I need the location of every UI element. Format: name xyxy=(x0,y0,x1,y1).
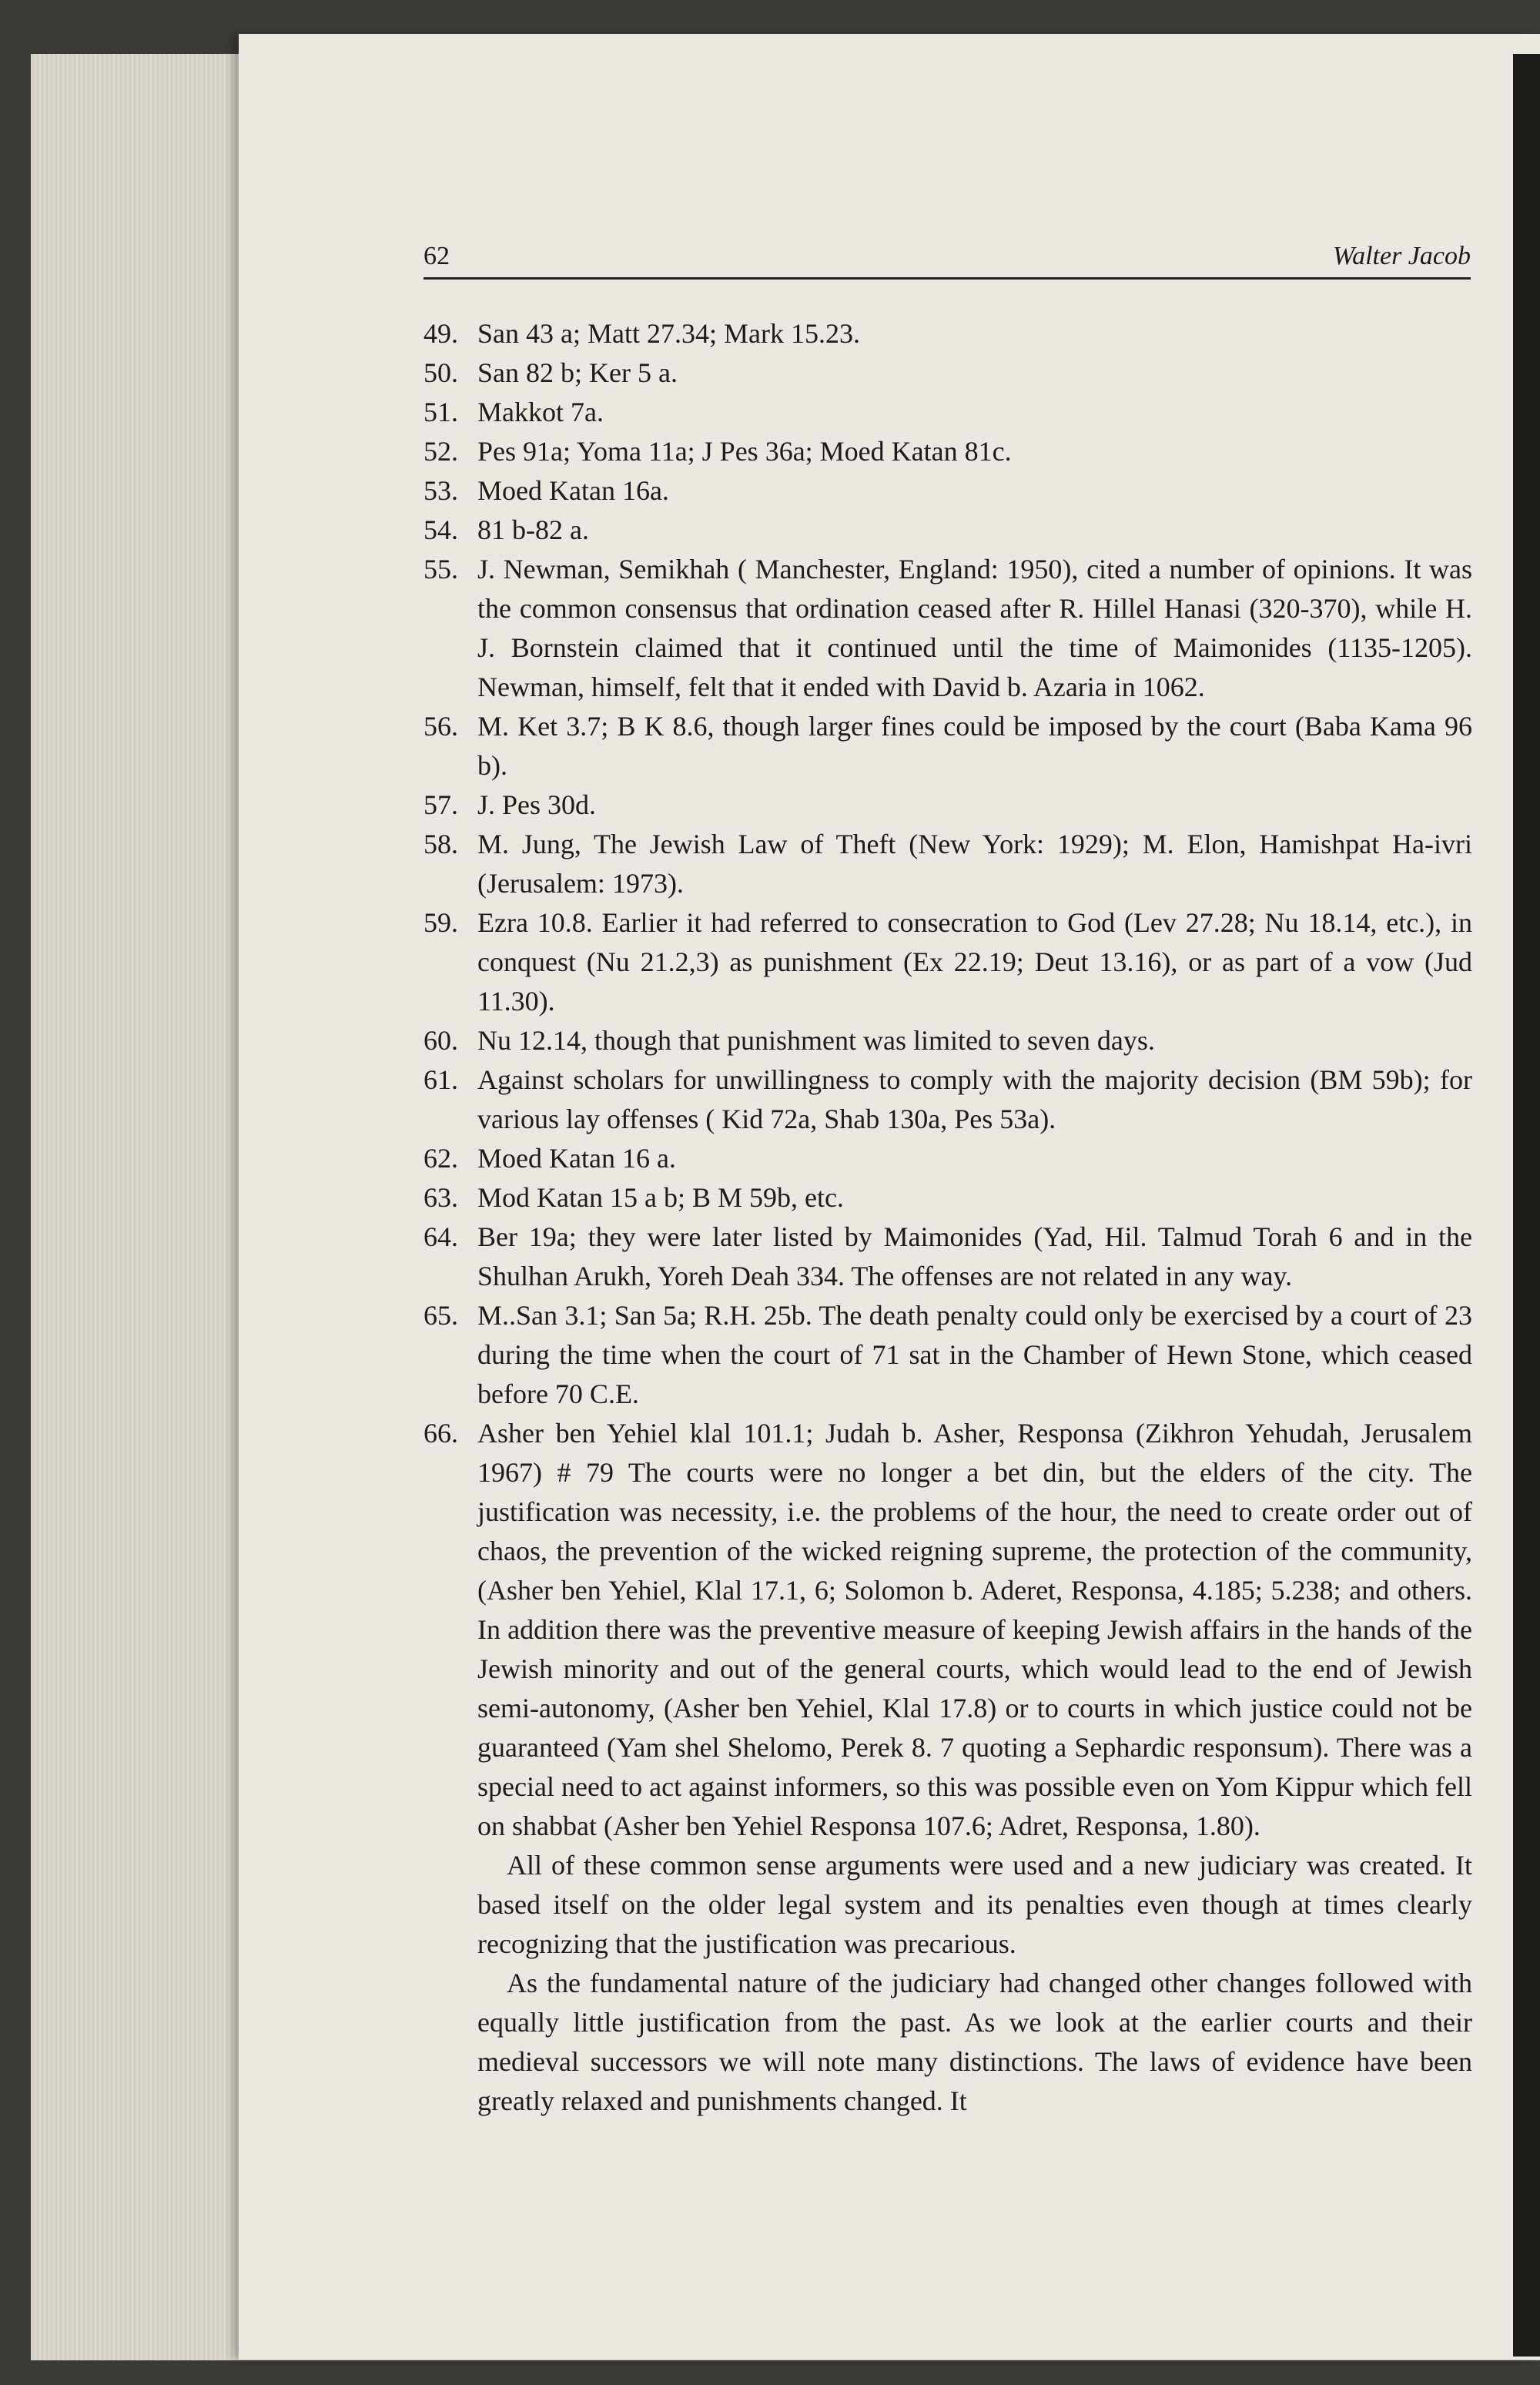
note-text: M..San 3.1; San 5a; R.H. 25b. The death penalty could only be exercised by a court of 23 during the time when the court of 71 sat in the Chamber of Hewn Stone, which ceased before 70 C.E. xyxy=(477,1300,1472,1409)
note-text: Moed Katan 16a. xyxy=(477,475,669,506)
note-text: M. Jung, The Jewish Law of Theft (New York: 1929); M. Elon, Hamishpat Ha-ivri (Jerusalem: 1973). xyxy=(477,829,1472,899)
body-paragraph: As the fundamental nature of the judiciary had changed other changes followed with equally little justification from the past. As we look at the earlier courts and their medieval successors we will note many distinctions. The laws of evidence have been greatly relaxed and punishments changed. It xyxy=(477,1968,1472,2116)
endnote xyxy=(424,707,1472,786)
note-number: 49. xyxy=(424,318,458,349)
note-text: J. Newman, Semikhah ( Manchester, England: 1950), cited a number of opinions. It was the common consensus that ordination ceased after R. Hillel Hanasi (320-370), while H. J. Bornstein claimed that it continued until the time of Maimonides (1135-1205). Newman, himself, felt that it ended with David b. Azaria in 1062. xyxy=(477,554,1472,702)
note-text: Makkot 7a. xyxy=(477,397,604,427)
note-text: M. Ket 3.7; B K 8.6, though larger fines could be imposed by the court (Baba Kama 96 b). xyxy=(477,711,1472,781)
note-number: 60. xyxy=(424,1025,458,1056)
endnote xyxy=(424,1218,1472,1296)
endnote xyxy=(424,471,1472,511)
page-number: 62 xyxy=(424,242,450,270)
note-number: 62. xyxy=(424,1143,458,1174)
endnote xyxy=(424,1178,1472,1218)
page-right-edge xyxy=(1513,54,1540,2357)
note-number: 54. xyxy=(424,514,458,545)
note-number: 56. xyxy=(424,711,458,742)
note-text: 81 b-82 a. xyxy=(477,514,589,545)
endnote xyxy=(424,825,1472,903)
note-number: 52. xyxy=(424,436,458,467)
note-number: 61. xyxy=(424,1064,458,1095)
endnote xyxy=(424,550,1472,707)
note-number: 50. xyxy=(424,357,458,388)
endnote xyxy=(424,1060,1472,1139)
note-text: Moed Katan 16 a. xyxy=(477,1143,676,1174)
note-text: Pes 91a; Yoma 11a; J Pes 36a; Moed Katan 81c. xyxy=(477,436,1012,467)
endnote xyxy=(424,353,1472,393)
note-text: J. Pes 30d. xyxy=(477,789,597,820)
note-number: 53. xyxy=(424,475,458,506)
endnote xyxy=(424,786,1472,825)
note-text: San 43 a; Matt 27.34; Mark 15.23. xyxy=(477,318,860,349)
note-text: Nu 12.14, though that punishment was limited to seven days. xyxy=(477,1025,1155,1056)
note-number: 63. xyxy=(424,1182,458,1213)
endnote xyxy=(424,314,1472,353)
endnote xyxy=(424,903,1472,1021)
endnotes xyxy=(424,314,1472,2121)
note-number: 64. xyxy=(424,1221,458,1252)
note-text: San 82 b; Ker 5 a. xyxy=(477,357,678,388)
note-text: Asher ben Yehiel klal 101.1; Judah b. Asher, Responsa (Zikhron Yehudah, Jerusalem 1967) # 79 The courts were no longer a bet din, but the elders of the city. The justification was necessity, i.e. the problems of the hour, the need to create order out of chaos, the prevention of the wicked reigning supreme, the protection of the community, (Asher ben Yehiel, Klal 17.1, 6; Solomon b. Aderet, Responsa, 4.185; 5.238; and others. In addition there was the preventive measure of keeping Jewish affairs in the hands of the Jewish minority and out of the general courts, which would lead to the end of Jewish semi-autonomy, (Asher ben Yehiel, Klal 17.8) or to courts in which justice could not be guaranteed (Yam shel Shelomo, Perek 8. 7 quoting a Sephardic responsum). There was a special need to act against informers, so this was possible even on Yom Kippur which fell on shabbat (Asher ben Yehiel Responsa 107.6; Adret, Responsa, 1.80). xyxy=(477,1418,1472,1841)
endnote xyxy=(424,1139,1472,1178)
note-number: 57. xyxy=(424,789,458,820)
page-header xyxy=(424,229,1471,280)
note-text: Against scholars for unwillingness to comply with the majority decision (BM 59b); for various lay offenses ( Kid 72a, Shab 130a, Pes 53a). xyxy=(477,1064,1472,1134)
note-text: Ber 19a; they were later listed by Maimonides (Yad, Hil. Talmud Torah 6 and in the Shulhan Arukh, Yoreh Deah 334. The offenses are not related in any way. xyxy=(477,1221,1472,1291)
endnote xyxy=(424,393,1472,432)
endnote xyxy=(424,432,1472,471)
endnote xyxy=(424,511,1472,550)
note-number: 59. xyxy=(424,907,458,938)
note-number: 51. xyxy=(424,397,458,427)
running-head: Walter Jacob xyxy=(1332,242,1471,270)
endnote xyxy=(424,1414,1472,1846)
note-text: Mod Katan 15 a b; B M 59b, etc. xyxy=(477,1182,844,1213)
note-number: 65. xyxy=(424,1300,458,1331)
endnote xyxy=(424,1021,1472,1060)
note-number: 58. xyxy=(424,829,458,859)
note-number: 66. xyxy=(424,1418,458,1449)
endnote xyxy=(424,1296,1472,1414)
note-text: Ezra 10.8. Earlier it had referred to consecration to God (Lev 27.28; Nu 18.14, etc.), in conquest (Nu 21.2,3) as punishment (Ex 22.19; Deut 13.16), or as part of a vow (Jud 11.30). xyxy=(477,907,1472,1017)
note-number: 55. xyxy=(424,554,458,585)
body-paragraph: All of these common sense arguments were used and a new judiciary was created. It based itself on the older legal system and its penalties even though at times clearly recognizing that the justification was precarious. xyxy=(477,1850,1472,1959)
